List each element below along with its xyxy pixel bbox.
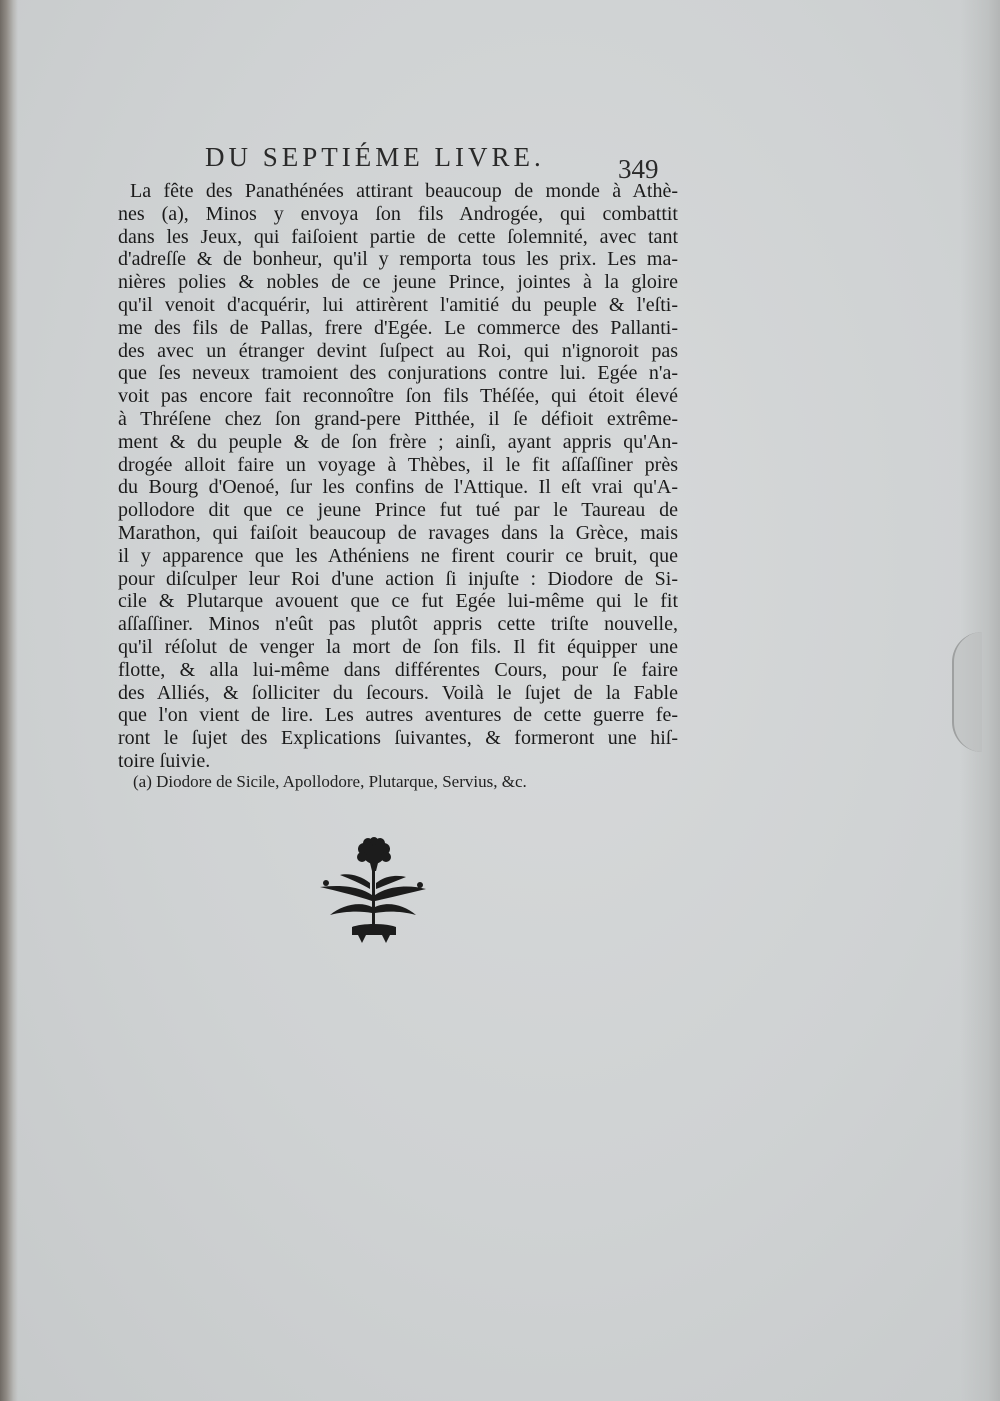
text-line: pour diſculper leur Roi d'une action ſi injuſte : Diodore de Si- [118,567,678,590]
text-line: voit pas encore fait reconnoître ſon fils Théſée, qui étoit élevé [118,385,678,408]
text-line: La fête des Panathénées attirant beaucoup de monde à Athè- [130,180,678,202]
page-edge-tab [952,632,982,752]
text-line: il y apparence que les Athéniens ne firent courir ce bruit, que [118,544,678,567]
flower-ornament-icon [312,835,432,945]
text-line: nières polies & nobles de ce jeune Prince, jointes à la gloire [118,271,678,294]
text-line: nes (a), Minos y envoya ſon fils Androgée, qui combattit [118,202,678,225]
main-text-block [118,180,678,773]
text-line: ment & du peuple & de ſon frère ; ainſi, ayant appris qu'An- [118,430,678,453]
text-line: à Thréſene chez ſon grand-pere Pitthée, il ſe défioit extrême- [118,407,678,430]
text-line: des Alliés, & ſolliciter du ſecours. Voilà le ſujet de la Fable [118,681,678,704]
running-head: DU SEPTIÉME LIVRE. [205,142,545,172]
text-line: pollodore dit que ce jeune Prince fut tué par le Taureau de [118,499,678,522]
text-line: ront le ſujet des Explications ſuivantes, & formeront une hiſ- [118,727,678,750]
text-line: me des fils de Pallas, frere d'Egée. Le commerce des Pallanti- [118,316,678,339]
text-line: drogée alloit faire un voyage à Thèbes, il le fit aſſaſſiner près [118,453,678,476]
text-line: aſſaſſiner. Minos n'eût pas plutôt appris cette triſte nouvelle, [118,613,678,636]
binding-gutter [0,0,18,1401]
text-line: Marathon, qui faiſoit beaucoup de ravages dans la Grèce, mais [118,521,678,544]
page-number: 349 [618,154,659,184]
text-line: toire ſuivie. [118,749,211,772]
text-line: des avec un étranger devint ſuſpect au Roi, qui n'ignoroit pas [118,339,678,362]
text-line: qu'il venoit d'acquérir, lui attirèrent l'amitié du peuple & l'eſti- [118,293,678,316]
text-line: qu'il réſolut de venger la mort de ſon fils. Il fit équipper une [118,635,678,658]
text-line: flotte, & alla lui-même dans différentes Cours, pour ſe faire [118,658,678,681]
text-line: dans les Jeux, qui faiſoient partie de cette ſolemnité, avec tant [118,225,678,248]
text-line: cile & Plutarque avouent que ce fut Egée lui-même qui le fit [118,590,678,613]
page-header [205,140,685,184]
text-line: que ſes neveux tramoient des conjurations contre lui. Egée n'a- [118,362,678,385]
footnote: (a) Diodore de Sicile, Apollodore, Plutarque, Servius, &c. [133,772,527,791]
text-line: que l'on vient de lire. Les autres aventures de cette guerre fe- [118,704,678,727]
text-line: du Bourg d'Oenoé, ſur les confins de l'Attique. Il eſt vrai qu'A- [118,476,678,499]
text-line: d'adreſſe & de bonheur, qu'il y remporta tous les prix. Les ma- [118,248,678,271]
